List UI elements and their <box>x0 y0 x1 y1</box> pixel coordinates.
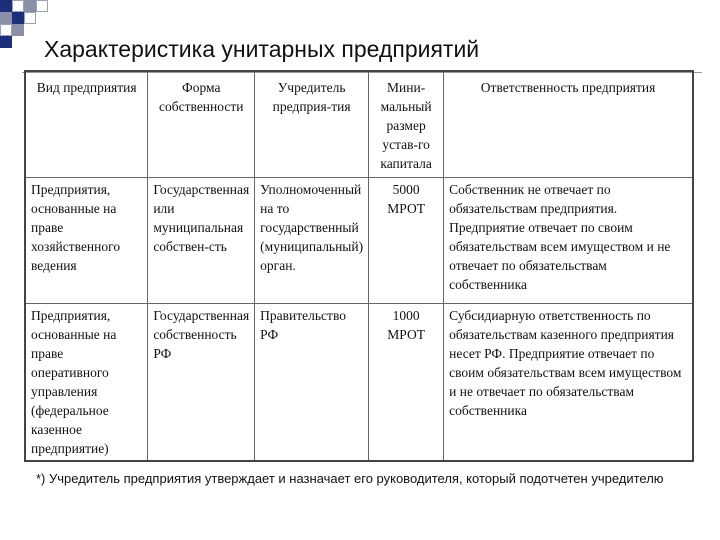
header-liability: Ответственность предприятия <box>444 71 693 177</box>
cell-enterprise-type: Предприятия, основанные на праве оперативного управления (федеральное казенное предприятие) <box>25 303 148 461</box>
page-title: Характеристика унитарных предприятий <box>44 36 480 62</box>
table-row <box>25 303 693 461</box>
header-enterprise-type: Вид предприятия <box>25 71 148 177</box>
cell-liability: Собственник не отвечает по обязательствам предприятия. Предприятие отвечает по своим обязательствам всем имуществом и не отвечает по обязательствам собственника <box>444 177 693 303</box>
footnote: *) Учредитель предприятия утверждает и назначает его руководителя, который подотчетен учредителю <box>36 471 664 486</box>
cell-liability: Субсидиарную ответственность по обязательствам казенного предприятия несет РФ. Предприятие отвечает по своим обязательствам всем имуществом и не отвечает по обязательствам собственника <box>444 303 693 461</box>
table-row <box>25 177 693 303</box>
cell-min-capital: 1000 МРОТ <box>369 303 444 461</box>
unitary-enterprises-table <box>24 70 694 462</box>
cell-enterprise-type: Предприятия, основанные на праве хозяйственного ведения <box>25 177 148 303</box>
cell-founder: Правительство РФ <box>255 303 369 461</box>
header-min-capital: Мини-мальный размер устав-го капитала <box>369 71 444 177</box>
header-founder: Учредитель предприя-тия <box>255 71 369 177</box>
cell-founder: Уполномоченный на то государственный (муниципальный) орган. <box>255 177 369 303</box>
cell-min-capital: 5000 МРОТ <box>369 177 444 303</box>
cell-ownership-form: Государственная собственность РФ <box>148 303 255 461</box>
header-ownership-form: Форма собственности <box>148 71 255 177</box>
table-header-row <box>25 71 693 177</box>
cell-ownership-form: Государственная или муниципальная собствен-сть <box>148 177 255 303</box>
